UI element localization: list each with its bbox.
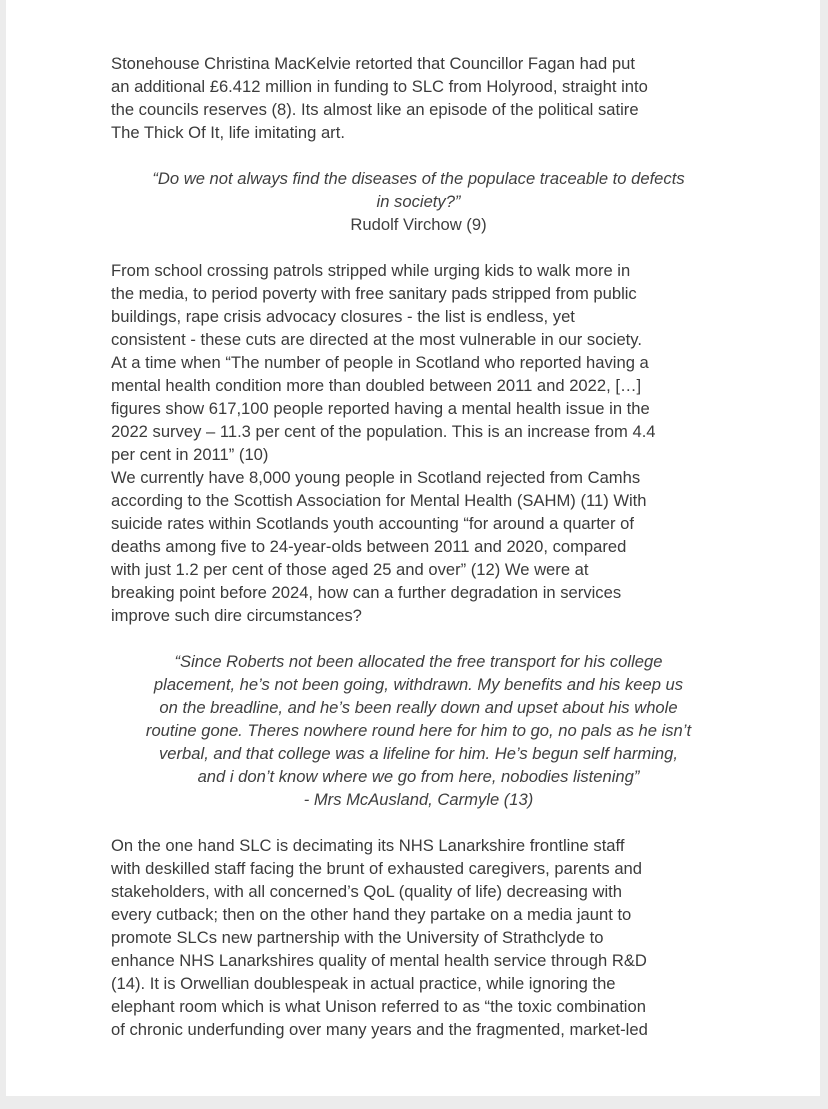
text-line: We currently have 8,000 young people in Scotland rejected from Camhs — [111, 468, 641, 487]
paragraph-spacer — [111, 627, 726, 650]
text-line: every cutback; then on the other hand they partake on a media jaunt to — [111, 905, 632, 924]
quote-line: placement, he’s not been going, withdrawn. My benefits and his keep us — [153, 675, 684, 694]
text-line: At a time when “The number of people in Scotland who reported having a — [111, 353, 649, 372]
paragraph-reserves — [111, 52, 726, 144]
text-line: 2022 survey – 11.3 per cent of the population. This is an increase from 4.4 — [111, 422, 656, 441]
quote-line: in society?” — [376, 192, 461, 211]
text-line: The Thick Of It, life imitating art. — [111, 123, 345, 142]
text-line: with just 1.2 per cent of those aged 25 and over” (12) We were at — [111, 560, 589, 579]
text-line: of chronic underfunding over many years and the fragmented, market-led — [111, 1020, 648, 1039]
text-line: the media, to period poverty with free sanitary pads stripped from public — [111, 284, 637, 303]
text-line: according to the Scottish Association for Mental Health (SAHM) (11) With — [111, 491, 647, 510]
text-line: an additional £6.412 million in funding to SLC from Holyrood, straight into — [111, 77, 648, 96]
paragraph-spacer — [111, 811, 726, 834]
text-line: buildings, rape crisis advocacy closures - the list is endless, yet — [111, 307, 575, 326]
text-line: From school crossing patrols stripped while urging kids to walk more in — [111, 261, 631, 280]
paragraph-spacer — [111, 144, 726, 167]
text-line: the councils reserves (8). Its almost like an episode of the political satire — [111, 100, 639, 119]
text-line: (14). It is Orwellian doublespeak in actual practice, while ignoring the — [111, 974, 616, 993]
quote-attribution-virchow — [111, 213, 726, 236]
quote-line: verbal, and that college was a lifeline for him. He’s begun self harming, — [159, 744, 678, 763]
quote-mcausland — [111, 650, 726, 811]
paragraph-slc-partnership — [111, 834, 726, 1041]
text-line: elephant room which is what Unison referred to as “the toxic combination — [111, 997, 646, 1016]
text-line: enhance NHS Lanarkshires quality of mental health service through R&D — [111, 951, 647, 970]
text-line: consistent - these cuts are directed at the most vulnerable in our society. — [111, 330, 642, 349]
text-line: promote SLCs new partnership with the University of Strathclyde to — [111, 928, 604, 947]
text-line: deaths among five to 24-year-olds between 2011 and 2020, compared — [111, 537, 627, 556]
text-line: On the one hand SLC is decimating its NHS Lanarkshire frontline staff — [111, 836, 625, 855]
text-line: with deskilled staff facing the brunt of exhausted caregivers, parents and — [111, 859, 643, 878]
attribution-text: Rudolf Virchow (9) — [350, 215, 487, 234]
text-line: figures show 617,100 people reported having a mental health issue in the — [111, 399, 650, 418]
text-line: Stonehouse Christina MacKelvie retorted that Councillor Fagan had put — [111, 54, 635, 73]
quote-line: and i don’t know where we go from here, nobodies listening” — [197, 767, 640, 786]
paragraph-spacer — [111, 236, 726, 259]
document-body — [111, 52, 726, 1041]
quote-line: routine gone. Theres nowhere round here for him to go, no pals as he isn’t — [145, 721, 692, 740]
text-line: improve such dire circumstances? — [111, 606, 362, 625]
quote-line: “Do we not always find the diseases of the populace traceable to defects — [152, 169, 685, 188]
text-line: stakeholders, with all concerned’s QoL (quality of life) decreasing with — [111, 882, 622, 901]
quote-virchow — [111, 167, 726, 213]
quote-line: “Since Roberts not been allocated the free transport for his college — [174, 652, 663, 671]
paragraph-cuts — [111, 259, 726, 627]
text-line: per cent in 2011” (10) — [111, 445, 269, 464]
quote-attribution-mcausland: - Mrs McAusland, Carmyle (13) — [303, 790, 534, 809]
text-line: suicide rates within Scotlands youth accounting “for around a quarter of — [111, 514, 635, 533]
quote-line: on the breadline, and he’s been really down and upset about his whole — [159, 698, 678, 717]
document-page — [6, 0, 820, 1096]
text-line: breaking point before 2024, how can a further degradation in services — [111, 583, 622, 602]
text-line: mental health condition more than doubled between 2011 and 2022, […] — [111, 376, 642, 395]
